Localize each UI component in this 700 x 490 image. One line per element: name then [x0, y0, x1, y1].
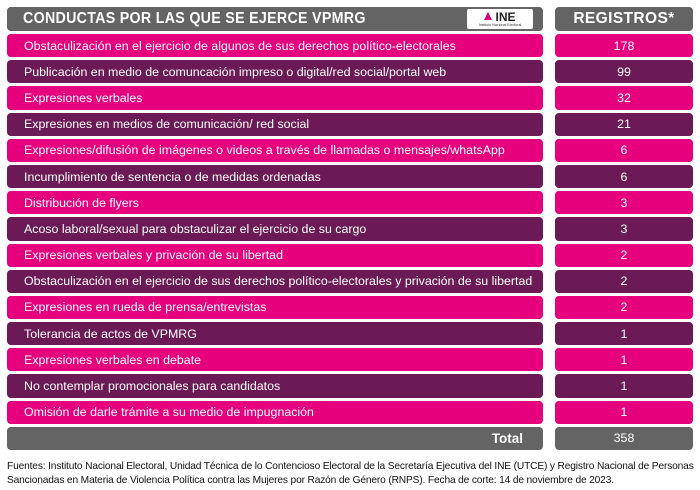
conducta-label: Publicación en medio de comuncación impreso o digital/red social/portal web [7, 60, 543, 83]
ine-logo-subtext: Instituto Nacional Electoral [478, 22, 522, 27]
table-header [7, 7, 693, 31]
table-row [7, 244, 693, 267]
conducta-label: Omisión de darle trámite a su medio de impugnación [7, 401, 543, 424]
registros-value: 6 [555, 139, 693, 162]
table-row [7, 401, 693, 424]
header-registros: REGISTROS* [555, 7, 693, 31]
table-row [7, 86, 693, 109]
table-row [7, 139, 693, 162]
table-row [7, 34, 693, 57]
registros-value: 1 [555, 348, 693, 371]
conducta-label: Incumplimiento de sentencia o de medidas ordenadas [7, 165, 543, 188]
registros-value: 2 [555, 270, 693, 293]
registros-value: 32 [555, 86, 693, 109]
header-conductas [7, 7, 543, 31]
table-row [7, 296, 693, 319]
conducta-label: Obstaculización en el ejercicio de algunos de sus derechos político-electorales [7, 34, 543, 57]
table-row [7, 60, 693, 83]
table-row [7, 270, 693, 293]
table-row [7, 374, 693, 397]
table-row [7, 165, 693, 188]
total-value: 358 [555, 427, 693, 450]
table-body [7, 34, 693, 424]
registros-value: 3 [555, 191, 693, 214]
registros-value: 2 [555, 244, 693, 267]
conductas-table [7, 7, 693, 450]
table-row [7, 191, 693, 214]
conducta-label: Expresiones/difusión de imágenes o videos a través de llamadas o mensajes/whatsApp [7, 139, 543, 162]
registros-value: 1 [555, 322, 693, 345]
conducta-label: Expresiones en rueda de prensa/entrevistas [7, 296, 543, 319]
ine-logo-text: INE [495, 9, 516, 24]
table-row [7, 113, 693, 136]
registros-value: 1 [555, 401, 693, 424]
registros-value: 99 [555, 60, 693, 83]
conducta-label: Acoso laboral/sexual para obstaculizar el ejercicio de su cargo [7, 217, 543, 240]
conducta-label: Distribución de flyers [7, 191, 543, 214]
registros-value: 21 [555, 113, 693, 136]
source-note: Fuentes: Instituto Nacional Electoral, Unidad Técnica de lo Contencioso Electoral de la Secretaría Ejecutiva del INE (UTCE) y Registro Nacional de Personas Sancionadas en Materia de Violencia Política contra las Mujeres por Razón de Género (RNPS). Fecha de corte: 14 de noviembre de 2023. [7, 461, 694, 486]
registros-value: 1 [555, 374, 693, 397]
table-row [7, 217, 693, 240]
conducta-label: Tolerancia de actos de VPMRG [7, 322, 543, 345]
ine-logo [467, 9, 533, 29]
conducta-label: Expresiones verbales y privación de su libertad [7, 244, 543, 267]
registros-value: 3 [555, 217, 693, 240]
registros-value: 2 [555, 296, 693, 319]
total-label: Total [7, 427, 543, 450]
conducta-label: Expresiones en medios de comunicación/ red social [7, 113, 543, 136]
table-row [7, 348, 693, 371]
conducta-label: Expresiones verbales [7, 86, 543, 109]
conducta-label: No contemplar promocionales para candidatos [7, 374, 543, 397]
ine-logo-icon [484, 12, 493, 21]
total-row [7, 427, 693, 450]
table-row [7, 322, 693, 345]
registros-value: 178 [555, 34, 693, 57]
header-title: CONDUCTAS POR LAS QUE SE EJERCE VPMRG [23, 10, 366, 27]
conducta-label: Expresiones verbales en debate [7, 348, 543, 371]
conducta-label: Obstaculización en el ejercicio de sus derechos político-electorales y privación de su libertad [7, 270, 543, 293]
registros-value: 6 [555, 165, 693, 188]
